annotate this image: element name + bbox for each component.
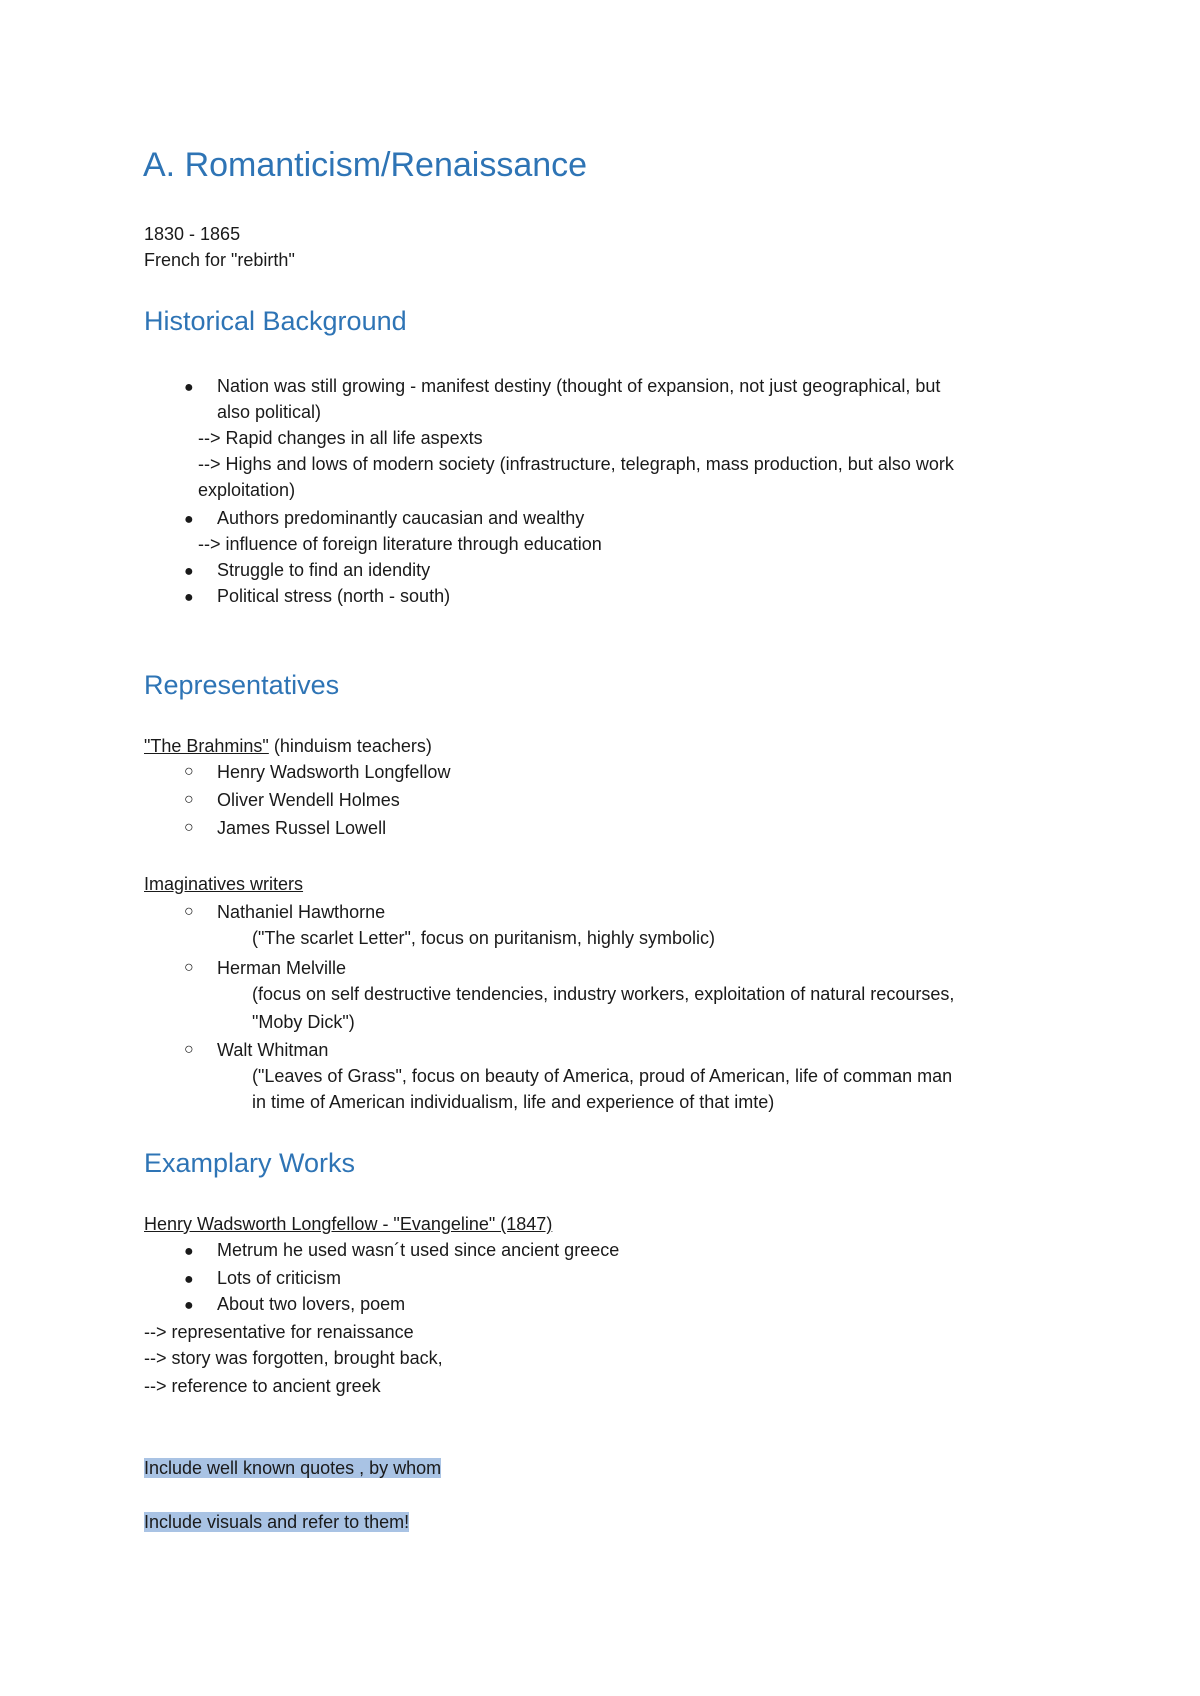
bullet-circle-icon: ○ [184,819,194,836]
list-item: About two lovers, poem [217,1294,406,1314]
document-title: A. Romanticism/Renaissance [143,146,588,184]
list-item: James Russel Lowell [217,818,387,838]
list-item-arrow: --> Rapid changes in all life aspexts [198,428,483,448]
group-label-brahmins-note: (hinduism teachers) [268,736,432,756]
bullet-circle-icon: ○ [184,959,194,976]
list-item: Herman Melville [217,958,347,978]
list-item-detail: ("The scarlet Letter", focus on puritanism, highly symbolic) [252,928,715,948]
list-item: Authors predominantly caucasian and wealthy [217,508,585,528]
bullet-disc-icon: ● [184,563,194,580]
bullet-disc-icon: ● [184,1271,194,1288]
list-item-arrow: --> Highs and lows of modern society (infrastructure, telegraph, mass production, but also work [198,454,954,474]
bullet-disc-icon: ● [184,1243,194,1260]
list-item-continued: exploitation) [198,480,296,500]
bullet-circle-icon: ○ [184,903,194,920]
list-item-arrow: --> influence of foreign literature through education [198,534,602,554]
list-item-detail: (focus on self destructive tendencies, industry workers, exploitation of natural recourses, [252,984,955,1004]
list-item: Walt Whitman [217,1040,329,1060]
list-item: Lots of criticism [217,1268,342,1288]
note-arrow: --> representative for renaissance [144,1322,414,1342]
bullet-circle-icon: ○ [184,791,194,808]
bullet-disc-icon: ● [184,379,194,396]
list-item-detail: in time of American individualism, life and experience of that imte) [252,1092,775,1112]
list-item: Nation was still growing - manifest destiny (thought of expansion, not just geographical, but [217,376,941,396]
list-item: Political stress (north - south) [217,586,451,606]
date-range: 1830 - 1865 [144,224,241,244]
list-item-detail: "Moby Dick") [252,1012,355,1032]
list-item: Metrum he used wasn´t used since ancient greece [217,1240,620,1260]
work-title: Henry Wadsworth Longfellow - "Evangeline" (1847) [144,1214,553,1234]
list-item: Oliver Wendell Holmes [217,790,400,810]
list-item-continued: also political) [217,402,322,422]
list-item: Henry Wadsworth Longfellow [217,762,451,782]
section-heading-historical: Historical Background [144,306,407,336]
group-label-imaginatives: Imaginatives writers [144,874,304,894]
bullet-disc-icon: ● [184,1297,194,1314]
section-heading-works: Examplary Works [144,1148,356,1178]
list-item: Nathaniel Hawthorne [217,902,386,922]
section-heading-representatives: Representatives [144,670,340,700]
group-label-brahmins [144,734,432,758]
bullet-disc-icon: ● [184,589,194,606]
highlight-note-visuals [144,1510,409,1534]
note-arrow: --> reference to ancient greek [144,1376,381,1396]
note-arrow: --> story was forgotten, brought back, [144,1348,443,1368]
group-label-brahmins-text: "The Brahmins" [144,736,269,756]
highlight-note-visuals-text: Include visuals and refer to them! [144,1512,410,1532]
list-item-detail: ("Leaves of Grass", focus on beauty of America, proud of American, life of comman man [252,1066,953,1086]
bullet-disc-icon: ● [184,511,194,528]
highlight-note-quotes [144,1456,441,1480]
term-meaning: French for "rebirth" [144,250,295,270]
bullet-circle-icon: ○ [184,1041,194,1058]
list-item: Struggle to find an idendity [217,560,431,580]
highlight-note-quotes-text: Include well known quotes , by whom [144,1458,442,1478]
bullet-circle-icon: ○ [184,763,194,780]
